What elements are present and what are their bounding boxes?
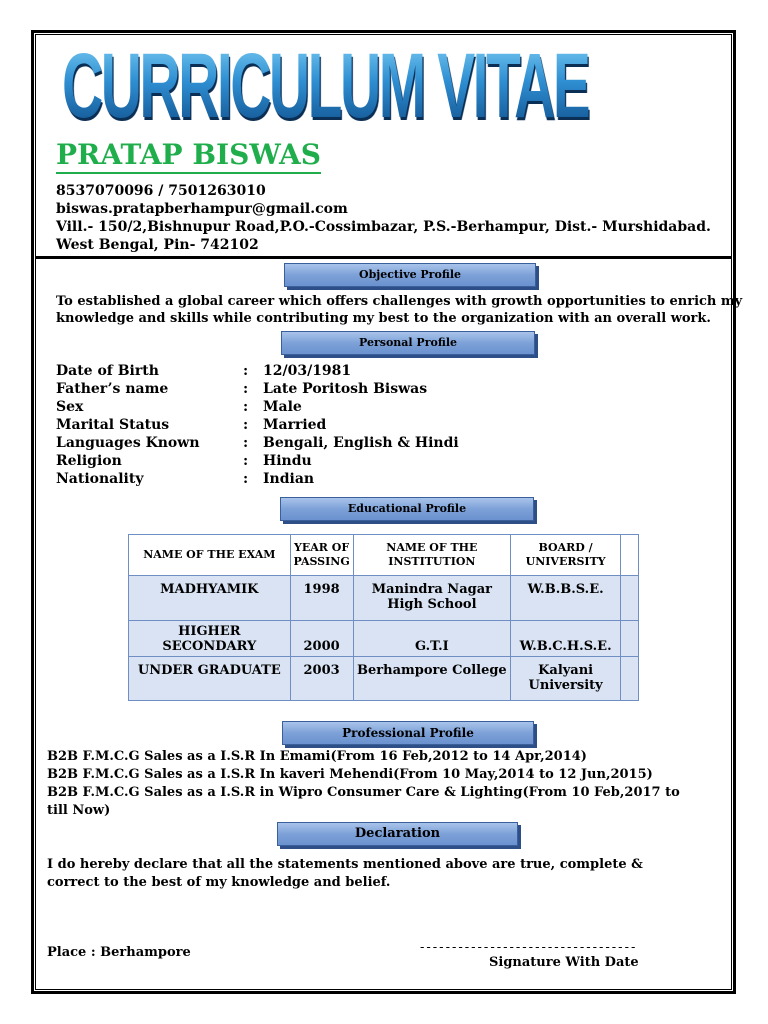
professional-line: B2B F.M.C.G Sales as a I.S.R in Wipro Consumer Care & Lighting(From 10 Feb,2017 to <box>47 785 680 800</box>
empty-cell <box>621 576 639 621</box>
personal-heading: Personal Profile <box>281 331 535 355</box>
signature-label: Signature With Date <box>489 955 639 970</box>
personal-separator: : <box>243 381 249 397</box>
year-cell: 2003 <box>290 657 353 701</box>
institution-cell: G.T.I <box>353 621 511 657</box>
personal-separator: : <box>243 471 249 487</box>
professional-line: B2B F.M.C.G Sales as a I.S.R In kaveri Mehendi(From 10 May,2014 to 12 Jun,2015) <box>47 767 653 782</box>
personal-separator: : <box>243 417 249 433</box>
year-cell: 1998 <box>290 576 353 621</box>
empty-cell <box>621 621 639 657</box>
personal-label: Religion <box>56 453 122 469</box>
table-row <box>129 657 639 701</box>
column-header: NAME OF THE EXAM <box>129 535 291 576</box>
personal-label: Languages Known <box>56 435 200 451</box>
personal-value: Bengali, English & Hindi <box>263 435 459 451</box>
personal-label: Date of Birth <box>56 363 159 379</box>
empty-cell <box>621 657 639 701</box>
personal-value: 12/03/1981 <box>263 363 352 379</box>
address-line-2: West Bengal, Pin- 742102 <box>56 237 259 253</box>
personal-value: Indian <box>263 471 315 487</box>
exam-cell: HIGHER SECONDARY <box>129 621 291 657</box>
objective-heading: Objective Profile <box>284 263 536 287</box>
exam-cell: UNDER GRADUATE <box>129 657 291 701</box>
table-row <box>129 576 639 621</box>
personal-label: Sex <box>56 399 84 415</box>
institution-cell: Berhampore College <box>353 657 511 701</box>
board-cell: W.B.C.H.S.E. <box>511 621 621 657</box>
cv-title: CURRICULUM VITAE <box>62 35 589 137</box>
email-address: biswas.pratapberhampur@gmail.com <box>56 201 348 217</box>
objective-line-2: knowledge and skills while contributing my best to the organization with an overall work. <box>56 311 711 326</box>
education-heading: Educational Profile <box>280 497 534 521</box>
personal-separator: : <box>243 435 249 451</box>
personal-value: Married <box>263 417 327 433</box>
header-divider <box>35 256 732 259</box>
empty-column-header <box>621 535 639 576</box>
board-cell: W.B.B.S.E. <box>511 576 621 621</box>
table-header-row <box>129 535 639 576</box>
table-row <box>129 621 639 657</box>
personal-label: Father’s name <box>56 381 169 397</box>
exam-cell: MADHYAMIK <box>129 576 291 621</box>
place-label: Place : Berhampore <box>47 945 191 960</box>
personal-value: Hindu <box>263 453 312 469</box>
personal-label: Nationality <box>56 471 144 487</box>
candidate-name: PRATAP BISWAS <box>56 138 321 174</box>
declaration-text: I do hereby declare that all the statements mentioned above are true, complete & correct to the best of my knowledge and belief. <box>47 857 643 890</box>
professional-line: till Now) <box>47 803 111 818</box>
institution-cell: Manindra Nagar High School <box>353 576 511 621</box>
objective-line-1: To established a global career which offers challenges with growth opportunities to enrich my <box>56 294 743 309</box>
declaration-heading: Declaration <box>277 822 518 846</box>
personal-separator: : <box>243 453 249 469</box>
column-header: BOARD / UNIVERSITY <box>511 535 621 576</box>
address-line-1: Vill.- 150/2,Bishnupur Road,P.O.-Cossimbazar, P.S.-Berhampur, Dist.- Murshidabad. <box>56 219 711 235</box>
signature-line: ---------------------------------- <box>420 940 638 955</box>
personal-value: Male <box>263 399 302 415</box>
personal-separator: : <box>243 363 249 379</box>
board-cell: Kalyani University <box>511 657 621 701</box>
personal-label: Marital Status <box>56 417 170 433</box>
personal-separator: : <box>243 399 249 415</box>
professional-line: B2B F.M.C.G Sales as a I.S.R In Emami(From 16 Feb,2012 to 14 Apr,2014) <box>47 749 587 764</box>
education-table <box>128 534 639 701</box>
personal-value: Late Poritosh Biswas <box>263 381 428 397</box>
column-header: YEAR OF PASSING <box>290 535 353 576</box>
year-cell: 2000 <box>290 621 353 657</box>
phone-numbers: 8537070096 / 7501263010 <box>56 183 266 199</box>
professional-heading: Professional Profile <box>282 721 534 745</box>
column-header: NAME OF THE INSTITUTION <box>353 535 511 576</box>
